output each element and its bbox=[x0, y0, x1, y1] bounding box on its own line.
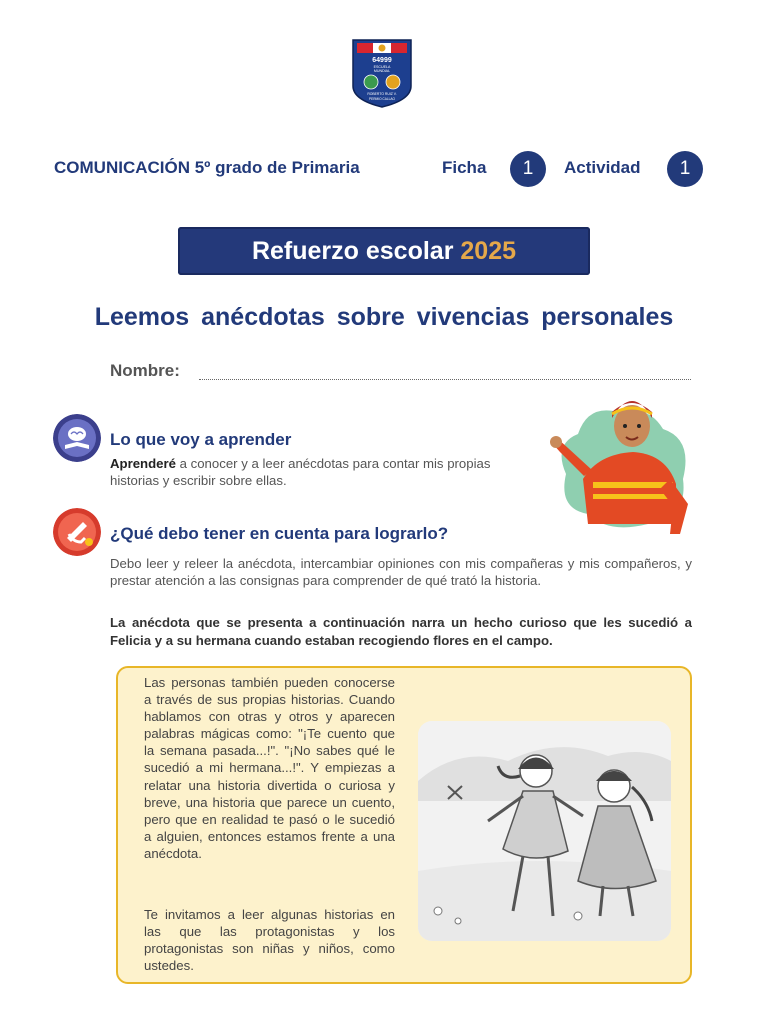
actividad-number-badge: 1 bbox=[667, 151, 703, 187]
crest-line1: ESCUELA bbox=[373, 65, 391, 69]
boy-illustration bbox=[548, 384, 698, 534]
hand-pencil-icon bbox=[53, 508, 101, 556]
crest-line4: PERMIO CALLAO bbox=[368, 97, 396, 101]
ficha-number-badge: 1 bbox=[510, 151, 546, 187]
section-aprender-text bbox=[110, 455, 510, 489]
crest-line2: MUNDIAL bbox=[373, 69, 391, 73]
story-paragraph-2: Te invitamos a leer algunas historias en las que las protagonistas y los protagonistas son niñas y niños, como ustedes. bbox=[144, 907, 395, 974]
section-lograrlo-title: ¿Qué debo tener en cuenta para lograrlo? bbox=[110, 524, 449, 543]
banner-text: Refuerzo escolar bbox=[251, 237, 454, 265]
anecdota-intro-text: La anécdota que se presenta a continuación narra un hecho curioso que les sucedió a Felicia y a su hermana cuando estaban recogiendo flores en el campo. bbox=[110, 615, 692, 648]
crest-line3: ROBERTO RUIZ V. bbox=[367, 92, 397, 96]
section-aprender-title: Lo que voy a aprender bbox=[110, 430, 292, 449]
nombre-label: Nombre: bbox=[110, 361, 180, 380]
crest-number: 64999 bbox=[372, 57, 392, 64]
brain-book-icon bbox=[53, 414, 101, 462]
girls-illustration bbox=[418, 721, 671, 941]
nombre-field-line bbox=[199, 379, 691, 380]
aprendere-bold: Aprenderé bbox=[110, 456, 176, 471]
story-paragraph-1: Las personas también pueden conocerse a través de sus propias historias. Cuando hablamos con otras y otros y aparecen palabras mágicas como: "¡Te cuento que la semana pasada...!". "¡No sabes qué le sucedió a mi hermana...!". Y empiezas a relatar una historia divertida o curiosa y breve, una historia que parece un cuento, pero que en realidad te pasó o le sucedió a alguien, entonces estamos frente a una anécdota. bbox=[144, 675, 395, 861]
actividad-label: Actividad bbox=[564, 158, 641, 177]
banner-year: 2025 bbox=[460, 237, 517, 265]
school-crest-logo bbox=[351, 38, 413, 108]
ficha-label: Ficha bbox=[442, 158, 487, 177]
section-lograrlo-text: Debo leer y releer la anécdota, intercambiar opiniones con mis compañeras y mis compañeros, y prestar atención a las consignas para comprender de qué trató la historia. bbox=[110, 556, 692, 588]
page-title: Leemos anécdotas sobre vivencias personales bbox=[94, 303, 674, 331]
subject-heading: COMUNICACIÓN 5º grado de Primaria bbox=[54, 158, 360, 177]
aprendere-rest: a conocer y a leer anécdotas para contar mis propias historias y escribir sobre ellas. bbox=[110, 456, 491, 488]
refuerzo-banner bbox=[178, 227, 590, 275]
